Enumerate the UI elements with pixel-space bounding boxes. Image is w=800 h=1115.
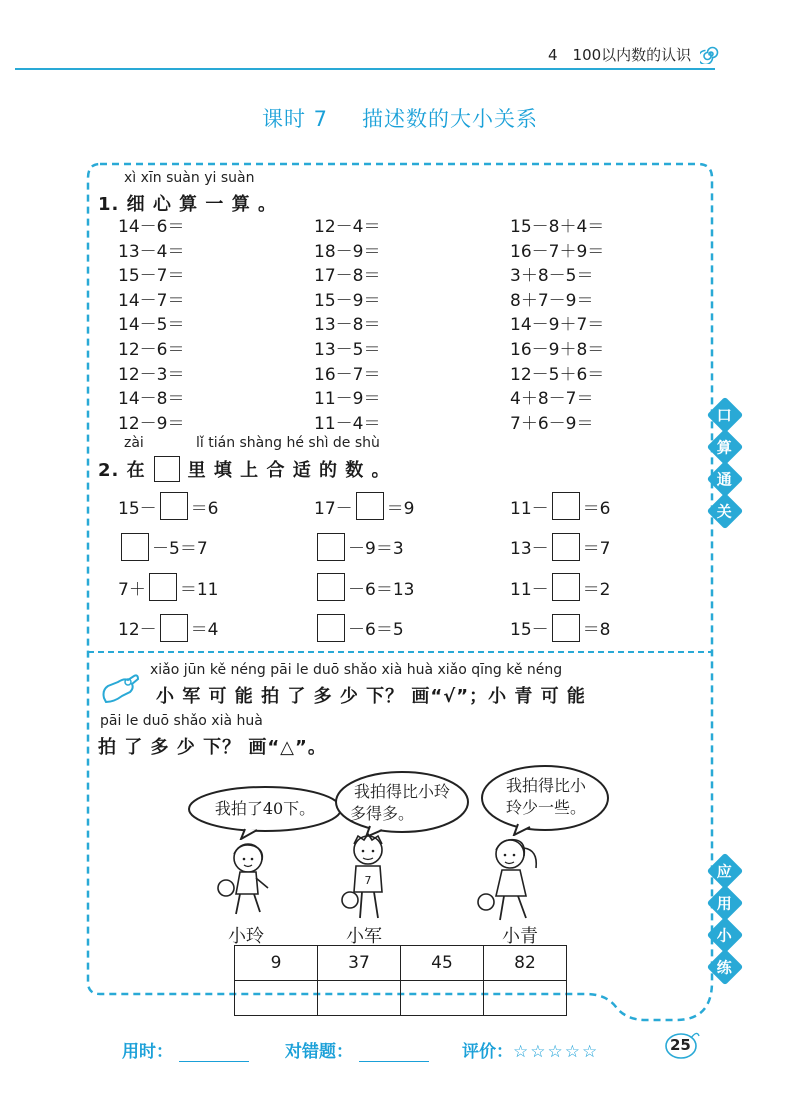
section3-pinyin1: xiǎo jūn kě néng pāi le duō shǎo xià huà xiǎo qīng kě néng [150,662,563,678]
fill-in-equation [510,533,610,561]
equation-prefix: 7＋ [118,579,146,600]
arithmetic-problem: 14－7＝ [118,290,185,311]
option-cell: 37 [318,946,401,981]
answer-table [234,945,567,1016]
answer-cell[interactable] [401,981,484,1016]
arithmetic-problem: 12－5＋6＝ [510,364,605,385]
equation-suffix: －9＝3 [348,539,404,559]
fill-in-equation [314,533,404,561]
equation-prefix: 11－ [510,498,549,519]
name-xiaoqing: 小青 [502,926,538,947]
arithmetic-problem: 16－7＋9＝ [510,241,605,262]
arithmetic-problem: 14－8＝ [118,389,185,410]
equation-prefix: 17－ [314,498,353,519]
arithmetic-problem: 14－5＝ [118,315,185,336]
time-label: 用时： [122,1042,173,1062]
header-rule [15,68,715,70]
option-cell: 9 [235,946,318,981]
answer-cell[interactable] [318,981,401,1016]
side-tab-kousuan [712,402,738,530]
section2-heading-a: 2. 在 [98,460,146,481]
rating-stars[interactable]: ☆☆☆☆☆ [513,1042,600,1062]
bubble2-text [340,781,464,825]
equation-prefix: 12－ [118,620,157,640]
arithmetic-problem: 13－8＝ [314,315,381,336]
arithmetic-problem: 12－4＝ [314,217,381,237]
time-blank[interactable] [179,1047,249,1062]
arithmetic-problem: 8＋7－9＝ [510,290,594,311]
section3-line2: 拍 了 多 少 下？ 画“△”。 [98,737,327,758]
arithmetic-problem: 17－8＝ [314,266,381,287]
equation-suffix: ＝4 [190,620,219,640]
fill-in-equation [118,533,208,561]
arithmetic-problem: 11－4＝ [314,413,381,434]
answer-box[interactable] [317,614,345,642]
equation-prefix: 13－ [510,539,549,559]
answer-cell[interactable] [235,981,318,1016]
bubble3-text [488,775,604,819]
arithmetic-problem: 14－6＝ [118,217,185,237]
arithmetic-problem: 12－9＝ [118,413,185,434]
equation-suffix: －6＝13 [348,579,415,600]
bubble1-text: 我拍了40下。 [214,799,316,818]
section2-heading-b: 里 填 上 合 适 的 数 。 [187,460,391,481]
hand-icon [98,672,142,706]
section3-line1: 小 军 可 能 拍 了 多 少 下？ 画“√”；小 青 可 能 [156,686,586,707]
side-tab-yingyong [712,858,738,986]
errors-blank[interactable] [359,1047,429,1062]
bubble2-line1: 我拍得比小玲 [353,782,450,801]
arithmetic-problem: 7＋6－9＝ [510,413,594,434]
fill-in-equation [314,492,414,520]
fill-in-equation [118,492,218,520]
arithmetic-problem: 13－5＝ [314,340,381,360]
equation-suffix: ＝11 [179,579,219,600]
equation-suffix: ＝9 [386,498,415,519]
rating-label: 评价： [462,1042,513,1062]
fill-in-equation [510,492,610,520]
rating-field [462,1037,599,1062]
section1-pinyin: xì xīn suàn yi suàn [124,170,255,186]
answer-box[interactable] [552,614,580,642]
arithmetic-problem: 4＋8－7＝ [510,389,594,410]
answer-box[interactable] [160,492,188,520]
girl-xiaoqing-illustration [472,832,552,924]
section1-heading: 1. 细 心 算 一 算 。 [98,194,277,215]
bubble3-line2: 玲少一些。 [505,798,586,817]
arithmetic-problem: 13－4＝ [118,241,185,262]
answer-box[interactable] [552,492,580,520]
answer-box[interactable] [317,533,345,561]
side-tab-char: 应 [707,853,744,890]
name-xiaojun: 小军 [346,926,382,947]
arithmetic-problem: 15－8＋4＝ [510,217,605,237]
arithmetic-problem: 14－9＋7＝ [510,315,605,336]
side-tab-char: 算 [707,429,744,466]
equation-suffix: ＝6 [582,498,611,519]
equation-suffix: －6＝5 [348,620,404,640]
section2-heading [98,456,391,482]
equation-suffix: －5＝7 [152,539,208,559]
options-row [235,946,567,981]
fill-in-equation [314,614,404,642]
fill-in-equation [118,573,218,601]
spiral-icon [700,44,720,64]
page-number: 25 [670,1036,691,1054]
time-field [122,1037,249,1062]
equation-suffix: ＝6 [190,498,219,519]
example-box [154,456,180,482]
answer-box[interactable] [552,533,580,561]
equation-prefix: 11－ [510,579,549,600]
arithmetic-problem: 12－3＝ [118,364,185,385]
arithmetic-problem: 16－9＋8＝ [510,340,605,360]
errors-field [285,1037,429,1062]
fill-in-equation [510,614,610,642]
fill-in-equation [314,573,414,601]
arithmetic-problem: 15－9＝ [314,290,381,311]
answer-box[interactable] [160,614,188,642]
girl-xiaoling-illustration [210,838,280,920]
side-tab-char: 关 [707,493,744,530]
name-xiaoling: 小玲 [228,926,264,947]
side-tab-char: 小 [707,917,744,954]
arithmetic-problem: 3＋8－5＝ [510,266,594,287]
arithmetic-problem: 15－7＝ [118,266,185,287]
svg-text:7: 7 [364,874,372,887]
side-tab-char: 通 [707,461,744,498]
answer-box[interactable] [121,533,149,561]
option-cell: 82 [484,946,567,981]
lesson-label: 课时 7 [261,107,329,131]
errors-label: 对错题： [285,1042,353,1062]
equation-suffix: ＝7 [582,539,611,559]
chapter-header: 4 100以内数的认识 [548,46,692,64]
section2-pinyin-b: lǐ tián shàng hé shì de shù [196,435,380,451]
lesson-topic: 描述数的大小关系 [362,107,539,131]
answer-box[interactable] [317,573,345,601]
arithmetic-problem: 16－7＝ [314,364,381,385]
arithmetic-problem: 11－9＝ [314,389,381,410]
boy-xiaojun-illustration [338,830,398,922]
answer-row [235,981,567,1016]
section2-pinyin-a: zài [124,435,144,451]
answer-box[interactable] [356,492,384,520]
fill-in-equation [510,573,610,601]
side-tab-char: 用 [707,885,744,922]
equation-suffix: ＝2 [582,579,611,600]
option-cell: 45 [401,946,484,981]
page-title [0,103,800,133]
bubble2-line2: 多得多。 [350,804,415,823]
section3-pinyin2: pāi le duō shǎo xià huà [100,713,263,729]
side-tab-char: 口 [707,397,744,434]
bubble3-line1: 我拍得比小 [505,776,586,795]
equation-prefix: 15－ [510,620,549,640]
arithmetic-problem: 18－9＝ [314,241,381,262]
arithmetic-problem: 12－6＝ [118,340,185,360]
answer-cell[interactable] [484,981,567,1016]
answer-box[interactable] [149,573,177,601]
answer-box[interactable] [552,573,580,601]
side-tab-char: 练 [707,949,744,986]
equation-prefix: 15－ [118,498,157,519]
equation-suffix: ＝8 [582,620,611,640]
fill-in-equation [118,614,218,642]
